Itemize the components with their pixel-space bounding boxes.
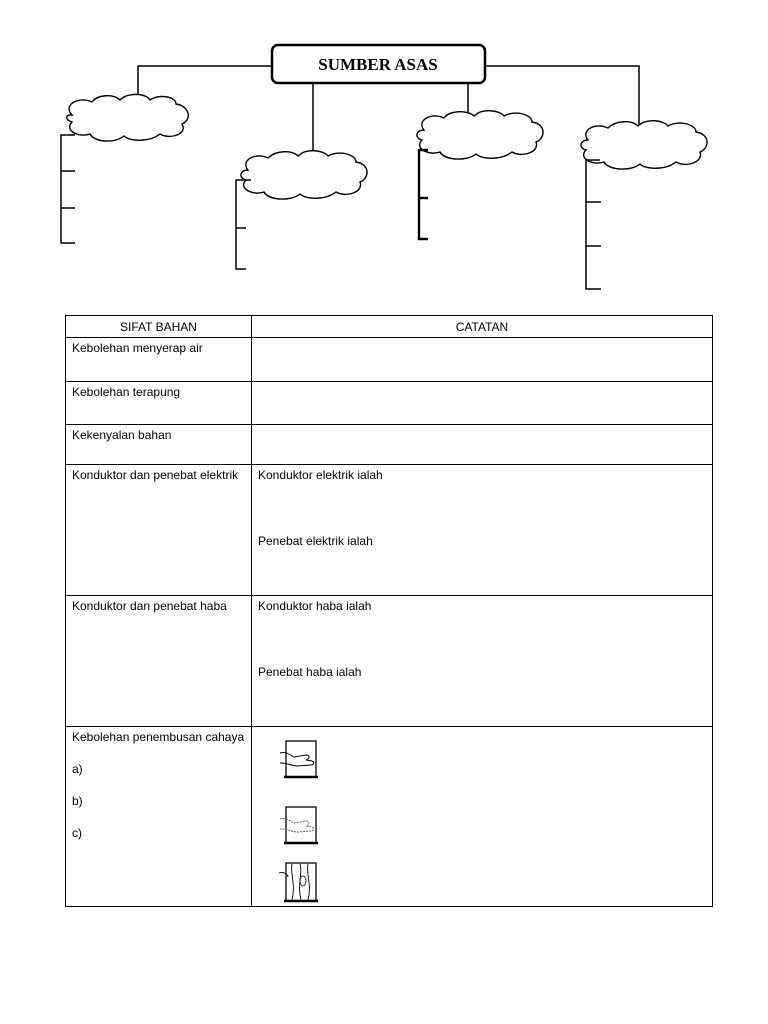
properties-table — [65, 315, 713, 907]
property-label: Kekenyalan bahan — [72, 428, 172, 442]
cloud-shape-2 — [241, 151, 367, 199]
property-label: Kebolehan penembusan cahaya — [72, 730, 245, 744]
diagram-title: SUMBER ASAS — [318, 55, 438, 74]
table-header-row — [66, 316, 713, 338]
notes-cell[interactable] — [252, 596, 713, 727]
property-label: Konduktor dan penebat elektrik — [72, 468, 239, 482]
sub-item-b: b) — [72, 794, 83, 808]
table-row — [66, 465, 713, 596]
hand-transparent-icon — [280, 741, 318, 777]
sub-item-c: c) — [72, 826, 82, 840]
table-row — [66, 382, 713, 425]
illustrations-cell — [252, 727, 713, 907]
cloud-shape-3 — [417, 111, 543, 159]
property-label: Konduktor dan penebat haba — [72, 599, 227, 613]
hand-translucent-icon — [280, 807, 318, 843]
note-text: Penebat elektrik ialah — [258, 534, 373, 548]
header-catatan: CATATAN — [252, 316, 713, 338]
property-label: Kebolehan menyerap air — [72, 341, 203, 355]
notes-cell[interactable] — [252, 465, 713, 596]
wood-opaque-icon — [279, 863, 318, 901]
cloud-shape-4 — [581, 121, 707, 169]
note-text: Penebat haba ialah — [258, 665, 362, 679]
note-text: Konduktor haba ialah — [258, 599, 372, 613]
property-label: Kebolehan terapung — [72, 385, 181, 399]
cloud-shape-1 — [67, 94, 189, 141]
note-text: Konduktor elektrik ialah — [258, 468, 383, 482]
notes-cell[interactable] — [252, 338, 713, 382]
table-row — [66, 596, 713, 727]
sub-item-a: a) — [72, 762, 83, 776]
table-row — [66, 425, 713, 465]
notes-cell[interactable] — [252, 425, 713, 465]
illustrations — [276, 737, 336, 907]
mind-map-diagram — [0, 0, 768, 305]
header-sifat-bahan: SIFAT BAHAN — [66, 316, 252, 338]
table-row — [66, 338, 713, 382]
table-row — [66, 727, 713, 907]
notes-cell[interactable] — [252, 382, 713, 425]
